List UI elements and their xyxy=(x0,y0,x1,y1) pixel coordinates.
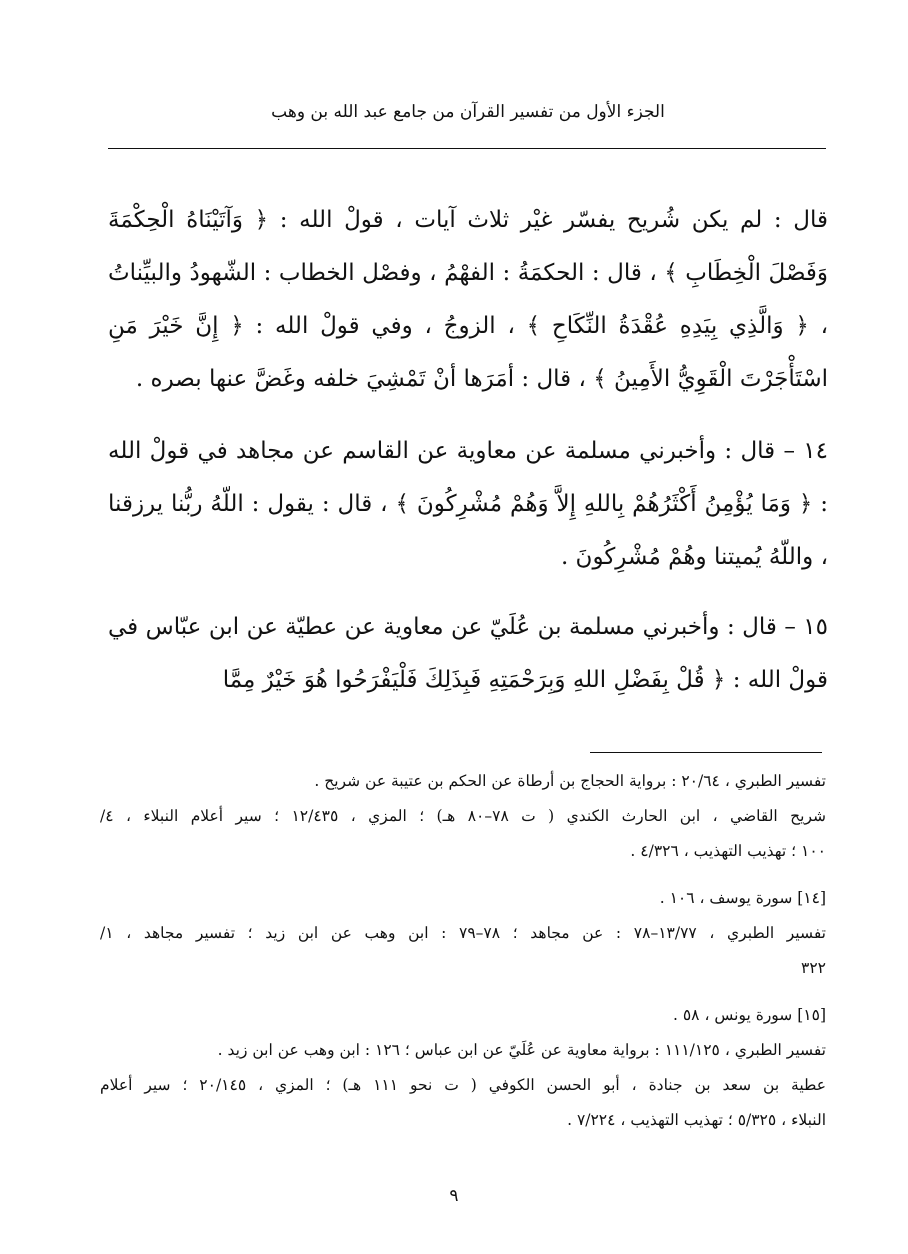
running-header: الجزء الأول من تفسير القرآن من جامع عبد الله بن وهب xyxy=(271,102,665,122)
footnotes xyxy=(100,764,826,1138)
paragraph-text: ١٥ – قال : وأخبرني مسلمة بن عُلَيّ عن معاوية عن عطيّة عن ابن عبّاس في قولْ الله : ﴿ قُلْ بِفَضْلِ اللهِ وَبِرَحْمَتِهِ فَبِذَلِكَ فَلْيَفْرَحُوا هُوَ خَيْرٌ مِمَّا xyxy=(108,614,828,693)
paragraph-14 xyxy=(108,425,828,590)
footnote-line: [١٥] سورة يونس ، ٥٨ . xyxy=(673,1006,826,1024)
footnote-line: ٣٢٢ xyxy=(801,959,826,977)
footnote-line: تفسير الطبري ، ٢٠/٦٤ : برواية الحجاج بن أرطاة عن الحكم بن عتيبة عن شريح . xyxy=(314,772,826,790)
footnote-line: شريح القاضي ، ابن الحارث الكندي ( ت ٧٨–٨٠ هـ) ؛ المزي ، ١٢/٤٣٥ ؛ سير أعلام النبلاء ، ٤/ xyxy=(100,807,826,825)
page-number: ٩ xyxy=(449,1186,459,1206)
paragraph-text: قال : لم يكن شُريح يفسّر غيْر ثلاث آيات ، قولْ الله : ﴿ وَآتَيْنَاهُ الْحِكْمَةَ وَفَصْلَ الْخِطَابِ ﴾ ، قال : الحكمَةُ : الفهْمُ ، وفصْل الخطاب : الشّهودُ والبيِّناتُ ، ﴿ وَالَّذِي بِيَدِهِ عُقْدَةُ النِّكَاحِ ﴾ ، الزوجُ ، وفي قولْ الله : ﴿ إِنَّ خَيْرَ مَنِ اسْتَأْجَرْتَ الْقَوِيُّ الأَمِينُ ﴾ ، قال : أمَرَها أنْ تَمْشِيَ خلفه وغَضَّ عنها بصره . xyxy=(108,207,828,392)
footnote-line: النبلاء ، ٥/٣٢٥ ؛ تهذيب التهذيب ، ٧/٢٢٤ . xyxy=(567,1111,826,1129)
paragraph-shurayh xyxy=(108,194,828,414)
paragraph-text: ١٤ – قال : وأخبرني مسلمة عن معاوية عن القاسم عن مجاهد في قولْ الله : ﴿ وَمَا يُؤْمِنُ أَكْثَرُهُمْ بِاللهِ إِلاَّ وَهُمْ مُشْرِكُونَ ﴾ ، قال : يقول : اللّهُ ربُّنا يرزقنا ، واللّهُ يُميتنا وهُمْ مُشْرِكُونَ . xyxy=(108,438,828,570)
footnote-line: تفسير الطبري ، ١٣/٧٧–٧٨ : عن مجاهد ؛ ٧٨–٧٩ : ابن وهب عن ابن زيد ؛ تفسير مجاهد ، ١/ xyxy=(100,924,826,942)
footnote-line: تفسير الطبري ، ١١١/١٢٥ : برواية معاوية عن عُلَيّ عن ابن عباس ؛ ١٢٦ : ابن وهب عن ابن زيد . xyxy=(217,1041,826,1059)
header-rule xyxy=(108,148,826,149)
footnote-line: ١٠٠ ؛ تهذيب التهذيب ، ٤/٣٢٦ . xyxy=(630,842,826,860)
paragraph-15 xyxy=(108,601,828,711)
footnote-rule xyxy=(590,752,822,753)
footnote-line: عطية بن سعد بن جنادة ، أبو الحسن الكوفي ( ت نحو ١١١ هـ) ؛ المزي ، ٢٠/١٤٥ ؛ سير أعلام xyxy=(100,1076,826,1094)
footnote-line: [١٤] سورة يوسف ، ١٠٦ . xyxy=(659,889,826,907)
